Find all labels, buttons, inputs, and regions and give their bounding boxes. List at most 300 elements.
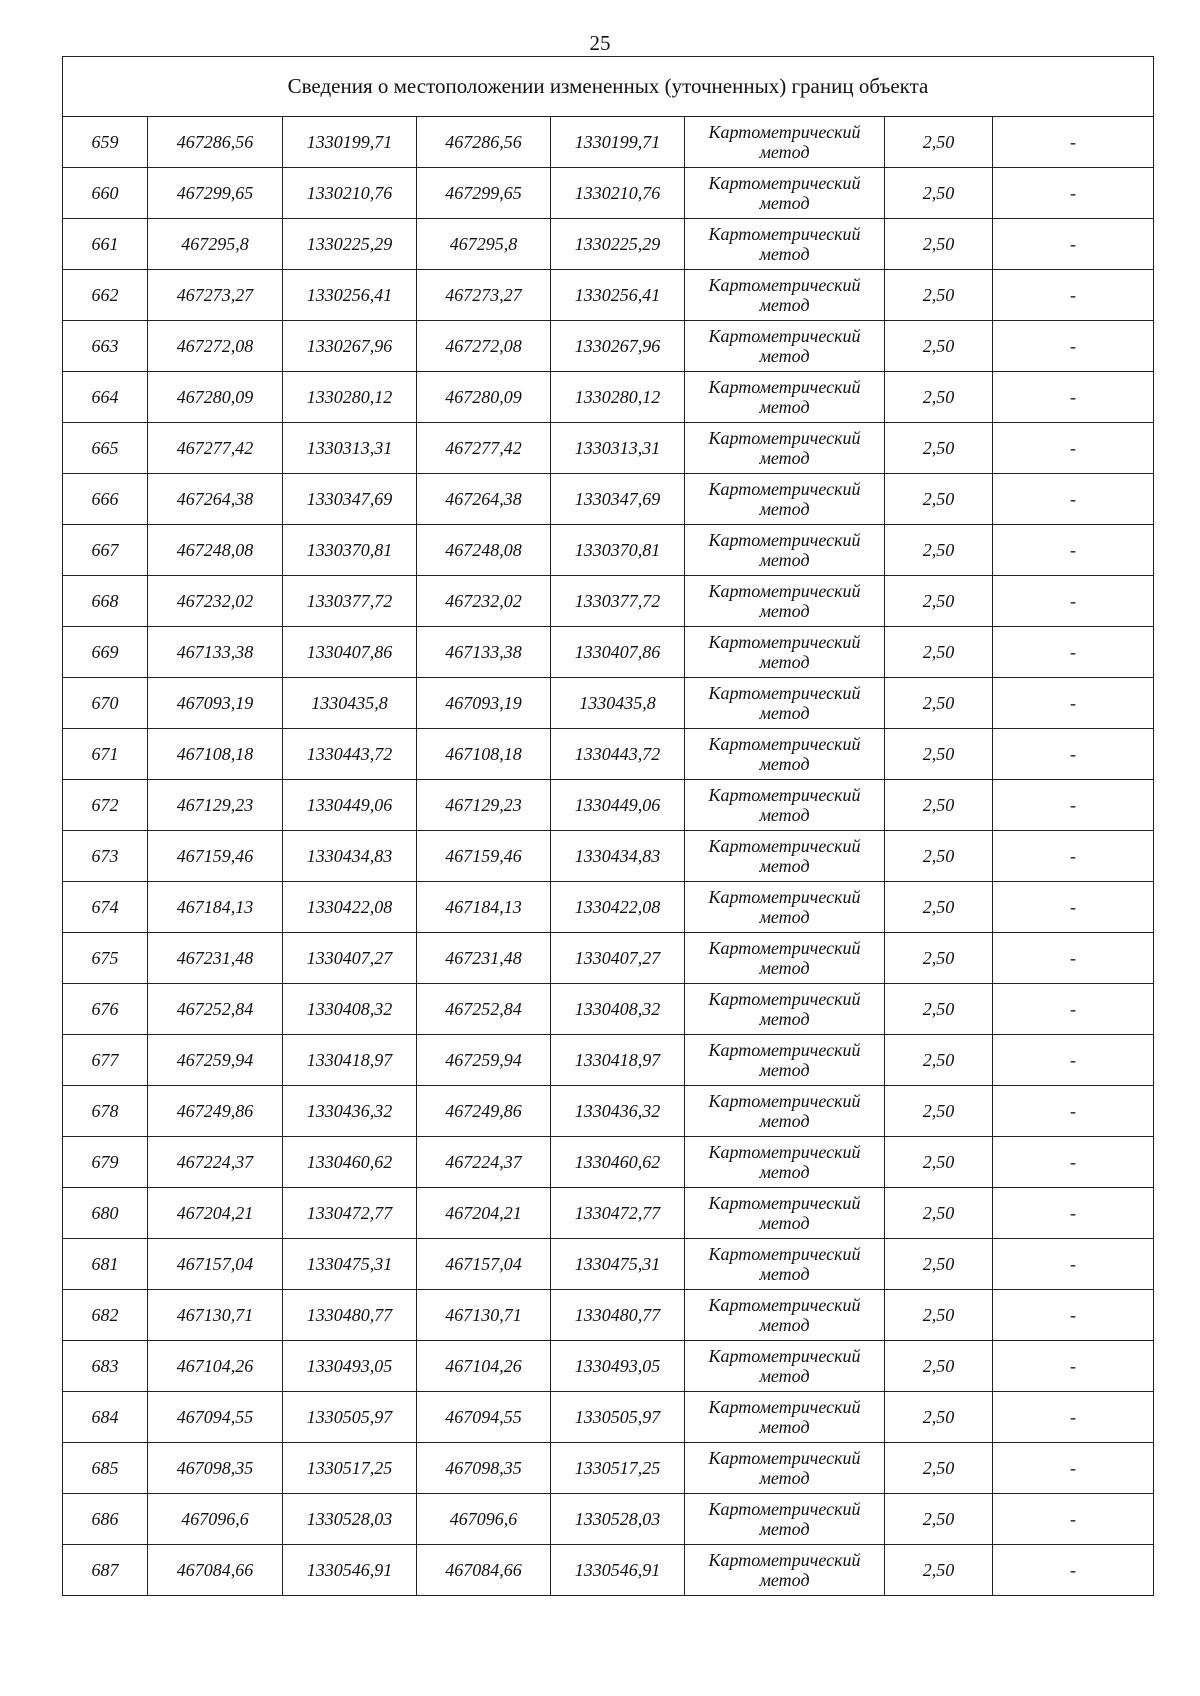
existing-y-cell: 1330449,06 bbox=[283, 780, 417, 831]
table-body bbox=[63, 117, 1154, 1596]
refined-y-cell: 1330210,76 bbox=[551, 168, 685, 219]
refined-y-cell: 1330199,71 bbox=[551, 117, 685, 168]
existing-x-cell: 467259,94 bbox=[148, 1035, 283, 1086]
existing-y-cell: 1330443,72 bbox=[283, 729, 417, 780]
method-line-2: метод bbox=[759, 448, 810, 468]
method-cell bbox=[685, 1545, 885, 1596]
existing-x-cell: 467098,35 bbox=[148, 1443, 283, 1494]
point-number-cell: 676 bbox=[63, 984, 148, 1035]
table-row bbox=[63, 117, 1154, 168]
method-line-2: метод bbox=[759, 1060, 810, 1080]
refined-y-cell: 1330435,8 bbox=[551, 678, 685, 729]
existing-y-cell: 1330408,32 bbox=[283, 984, 417, 1035]
existing-y-cell: 1330280,12 bbox=[283, 372, 417, 423]
method-line-1: Картометрический bbox=[708, 836, 861, 856]
existing-x-cell: 467133,38 bbox=[148, 627, 283, 678]
existing-y-cell: 1330210,76 bbox=[283, 168, 417, 219]
refined-x-cell: 467299,65 bbox=[417, 168, 551, 219]
refined-y-cell: 1330443,72 bbox=[551, 729, 685, 780]
method-cell bbox=[685, 729, 885, 780]
method-cell bbox=[685, 576, 885, 627]
boundary-table-container bbox=[62, 56, 1153, 1596]
note-cell: - bbox=[993, 1290, 1154, 1341]
refined-x-cell: 467259,94 bbox=[417, 1035, 551, 1086]
accuracy-cell: 2,50 bbox=[885, 1290, 993, 1341]
method-cell bbox=[685, 1137, 885, 1188]
accuracy-cell: 2,50 bbox=[885, 1137, 993, 1188]
table-row bbox=[63, 729, 1154, 780]
existing-y-cell: 1330475,31 bbox=[283, 1239, 417, 1290]
method-cell bbox=[685, 1290, 885, 1341]
refined-y-cell: 1330517,25 bbox=[551, 1443, 685, 1494]
existing-y-cell: 1330517,25 bbox=[283, 1443, 417, 1494]
table-row bbox=[63, 1086, 1154, 1137]
accuracy-cell: 2,50 bbox=[885, 831, 993, 882]
table-row bbox=[63, 1392, 1154, 1443]
refined-x-cell: 467104,26 bbox=[417, 1341, 551, 1392]
accuracy-cell: 2,50 bbox=[885, 1239, 993, 1290]
refined-y-cell: 1330546,91 bbox=[551, 1545, 685, 1596]
accuracy-cell: 2,50 bbox=[885, 576, 993, 627]
existing-x-cell: 467277,42 bbox=[148, 423, 283, 474]
existing-y-cell: 1330347,69 bbox=[283, 474, 417, 525]
method-line-1: Картометрический bbox=[708, 1448, 861, 1468]
existing-x-cell: 467157,04 bbox=[148, 1239, 283, 1290]
existing-x-cell: 467096,6 bbox=[148, 1494, 283, 1545]
refined-x-cell: 467264,38 bbox=[417, 474, 551, 525]
refined-x-cell: 467286,56 bbox=[417, 117, 551, 168]
note-cell: - bbox=[993, 1494, 1154, 1545]
refined-y-cell: 1330407,27 bbox=[551, 933, 685, 984]
refined-x-cell: 467084,66 bbox=[417, 1545, 551, 1596]
method-line-2: метод bbox=[759, 1009, 810, 1029]
method-line-2: метод bbox=[759, 601, 810, 621]
method-line-2: метод bbox=[759, 907, 810, 927]
refined-x-cell: 467130,71 bbox=[417, 1290, 551, 1341]
point-number-cell: 675 bbox=[63, 933, 148, 984]
refined-y-cell: 1330256,41 bbox=[551, 270, 685, 321]
refined-y-cell: 1330225,29 bbox=[551, 219, 685, 270]
method-line-1: Картометрический bbox=[708, 326, 861, 346]
note-cell: - bbox=[993, 831, 1154, 882]
accuracy-cell: 2,50 bbox=[885, 1545, 993, 1596]
method-cell bbox=[685, 219, 885, 270]
refined-x-cell: 467157,04 bbox=[417, 1239, 551, 1290]
point-number-cell: 687 bbox=[63, 1545, 148, 1596]
existing-x-cell: 467273,27 bbox=[148, 270, 283, 321]
existing-x-cell: 467272,08 bbox=[148, 321, 283, 372]
existing-x-cell: 467130,71 bbox=[148, 1290, 283, 1341]
existing-x-cell: 467248,08 bbox=[148, 525, 283, 576]
table-row bbox=[63, 984, 1154, 1035]
existing-y-cell: 1330422,08 bbox=[283, 882, 417, 933]
method-line-2: метод bbox=[759, 652, 810, 672]
note-cell: - bbox=[993, 576, 1154, 627]
method-line-2: метод bbox=[759, 1213, 810, 1233]
note-cell: - bbox=[993, 678, 1154, 729]
method-line-1: Картометрический bbox=[708, 632, 861, 652]
existing-y-cell: 1330199,71 bbox=[283, 117, 417, 168]
method-line-1: Картометрический bbox=[708, 428, 861, 448]
refined-y-cell: 1330460,62 bbox=[551, 1137, 685, 1188]
existing-x-cell: 467232,02 bbox=[148, 576, 283, 627]
method-line-1: Картометрический bbox=[708, 785, 861, 805]
refined-x-cell: 467129,23 bbox=[417, 780, 551, 831]
existing-x-cell: 467084,66 bbox=[148, 1545, 283, 1596]
refined-y-cell: 1330436,32 bbox=[551, 1086, 685, 1137]
existing-y-cell: 1330370,81 bbox=[283, 525, 417, 576]
table-row bbox=[63, 1341, 1154, 1392]
method-line-2: метод bbox=[759, 703, 810, 723]
refined-y-cell: 1330408,32 bbox=[551, 984, 685, 1035]
accuracy-cell: 2,50 bbox=[885, 219, 993, 270]
note-cell: - bbox=[993, 219, 1154, 270]
table-row bbox=[63, 1035, 1154, 1086]
method-line-1: Картометрический bbox=[708, 377, 861, 397]
point-number-cell: 672 bbox=[63, 780, 148, 831]
point-number-cell: 665 bbox=[63, 423, 148, 474]
method-line-1: Картометрический bbox=[708, 173, 861, 193]
existing-x-cell: 467264,38 bbox=[148, 474, 283, 525]
refined-x-cell: 467272,08 bbox=[417, 321, 551, 372]
accuracy-cell: 2,50 bbox=[885, 1035, 993, 1086]
method-cell bbox=[685, 780, 885, 831]
method-line-2: метод bbox=[759, 958, 810, 978]
point-number-cell: 659 bbox=[63, 117, 148, 168]
refined-x-cell: 467249,86 bbox=[417, 1086, 551, 1137]
refined-y-cell: 1330313,31 bbox=[551, 423, 685, 474]
accuracy-cell: 2,50 bbox=[885, 1392, 993, 1443]
table-row bbox=[63, 882, 1154, 933]
note-cell: - bbox=[993, 168, 1154, 219]
table-row bbox=[63, 780, 1154, 831]
point-number-cell: 683 bbox=[63, 1341, 148, 1392]
method-line-2: метод bbox=[759, 1162, 810, 1182]
method-cell bbox=[685, 1392, 885, 1443]
method-line-2: метод bbox=[759, 550, 810, 570]
note-cell: - bbox=[993, 882, 1154, 933]
method-cell bbox=[685, 1188, 885, 1239]
accuracy-cell: 2,50 bbox=[885, 525, 993, 576]
method-line-1: Картометрический bbox=[708, 122, 861, 142]
point-number-cell: 680 bbox=[63, 1188, 148, 1239]
existing-x-cell: 467093,19 bbox=[148, 678, 283, 729]
refined-x-cell: 467159,46 bbox=[417, 831, 551, 882]
table-row bbox=[63, 219, 1154, 270]
accuracy-cell: 2,50 bbox=[885, 627, 993, 678]
method-cell bbox=[685, 1086, 885, 1137]
method-line-1: Картометрический bbox=[708, 1244, 861, 1264]
method-line-2: метод bbox=[759, 1417, 810, 1437]
accuracy-cell: 2,50 bbox=[885, 1341, 993, 1392]
note-cell: - bbox=[993, 1341, 1154, 1392]
note-cell: - bbox=[993, 1188, 1154, 1239]
method-line-1: Картометрический bbox=[708, 479, 861, 499]
note-cell: - bbox=[993, 270, 1154, 321]
method-line-1: Картометрический bbox=[708, 1040, 861, 1060]
accuracy-cell: 2,50 bbox=[885, 1188, 993, 1239]
method-cell bbox=[685, 168, 885, 219]
note-cell: - bbox=[993, 1137, 1154, 1188]
existing-x-cell: 467104,26 bbox=[148, 1341, 283, 1392]
table-row bbox=[63, 627, 1154, 678]
refined-x-cell: 467252,84 bbox=[417, 984, 551, 1035]
accuracy-cell: 2,50 bbox=[885, 117, 993, 168]
existing-x-cell: 467295,8 bbox=[148, 219, 283, 270]
existing-x-cell: 467204,21 bbox=[148, 1188, 283, 1239]
point-number-cell: 686 bbox=[63, 1494, 148, 1545]
note-cell: - bbox=[993, 1392, 1154, 1443]
existing-x-cell: 467286,56 bbox=[148, 117, 283, 168]
refined-y-cell: 1330472,77 bbox=[551, 1188, 685, 1239]
table-row bbox=[63, 525, 1154, 576]
method-line-1: Картометрический bbox=[708, 1193, 861, 1213]
table-row bbox=[63, 423, 1154, 474]
method-line-2: метод bbox=[759, 1519, 810, 1539]
accuracy-cell: 2,50 bbox=[885, 474, 993, 525]
note-cell: - bbox=[993, 474, 1154, 525]
page-number: 25 bbox=[589, 31, 611, 55]
method-cell bbox=[685, 1443, 885, 1494]
accuracy-cell: 2,50 bbox=[885, 678, 993, 729]
accuracy-cell: 2,50 bbox=[885, 423, 993, 474]
note-cell: - bbox=[993, 933, 1154, 984]
method-line-2: метод bbox=[759, 805, 810, 825]
table-title: Сведения о местоположении измененных (уточненных) границ объекта bbox=[63, 57, 1154, 117]
point-number-cell: 674 bbox=[63, 882, 148, 933]
method-line-2: метод bbox=[759, 1570, 810, 1590]
existing-y-cell: 1330480,77 bbox=[283, 1290, 417, 1341]
note-cell: - bbox=[993, 372, 1154, 423]
accuracy-cell: 2,50 bbox=[885, 270, 993, 321]
note-cell: - bbox=[993, 321, 1154, 372]
method-line-2: метод bbox=[759, 346, 810, 366]
refined-y-cell: 1330475,31 bbox=[551, 1239, 685, 1290]
point-number-cell: 684 bbox=[63, 1392, 148, 1443]
point-number-cell: 685 bbox=[63, 1443, 148, 1494]
method-line-1: Картометрический bbox=[708, 224, 861, 244]
existing-y-cell: 1330418,97 bbox=[283, 1035, 417, 1086]
refined-x-cell: 467108,18 bbox=[417, 729, 551, 780]
accuracy-cell: 2,50 bbox=[885, 729, 993, 780]
method-line-2: метод bbox=[759, 193, 810, 213]
existing-y-cell: 1330256,41 bbox=[283, 270, 417, 321]
method-line-2: метод bbox=[759, 1111, 810, 1131]
method-line-1: Картометрический bbox=[708, 734, 861, 754]
method-line-2: метод bbox=[759, 499, 810, 519]
table-row bbox=[63, 1188, 1154, 1239]
refined-x-cell: 467248,08 bbox=[417, 525, 551, 576]
point-number-cell: 679 bbox=[63, 1137, 148, 1188]
refined-y-cell: 1330480,77 bbox=[551, 1290, 685, 1341]
refined-x-cell: 467231,48 bbox=[417, 933, 551, 984]
point-number-cell: 673 bbox=[63, 831, 148, 882]
method-line-2: метод bbox=[759, 295, 810, 315]
existing-y-cell: 1330267,96 bbox=[283, 321, 417, 372]
point-number-cell: 661 bbox=[63, 219, 148, 270]
accuracy-cell: 2,50 bbox=[885, 933, 993, 984]
method-cell bbox=[685, 423, 885, 474]
method-line-1: Картометрический bbox=[708, 1295, 861, 1315]
note-cell: - bbox=[993, 1239, 1154, 1290]
table-row bbox=[63, 474, 1154, 525]
existing-x-cell: 467252,84 bbox=[148, 984, 283, 1035]
point-number-cell: 666 bbox=[63, 474, 148, 525]
refined-x-cell: 467280,09 bbox=[417, 372, 551, 423]
accuracy-cell: 2,50 bbox=[885, 882, 993, 933]
method-line-1: Картометрический bbox=[708, 530, 861, 550]
method-line-1: Картометрический bbox=[708, 1346, 861, 1366]
method-cell bbox=[685, 321, 885, 372]
method-line-2: метод bbox=[759, 1264, 810, 1284]
refined-x-cell: 467133,38 bbox=[417, 627, 551, 678]
table-row bbox=[63, 270, 1154, 321]
existing-y-cell: 1330546,91 bbox=[283, 1545, 417, 1596]
existing-y-cell: 1330313,31 bbox=[283, 423, 417, 474]
table-row bbox=[63, 933, 1154, 984]
refined-y-cell: 1330347,69 bbox=[551, 474, 685, 525]
note-cell: - bbox=[993, 780, 1154, 831]
method-line-1: Картометрический bbox=[708, 275, 861, 295]
table-row bbox=[63, 576, 1154, 627]
point-number-cell: 682 bbox=[63, 1290, 148, 1341]
refined-x-cell: 467094,55 bbox=[417, 1392, 551, 1443]
method-line-1: Картометрический bbox=[708, 581, 861, 601]
existing-x-cell: 467184,13 bbox=[148, 882, 283, 933]
table-row bbox=[63, 372, 1154, 423]
point-number-cell: 678 bbox=[63, 1086, 148, 1137]
method-cell bbox=[685, 882, 885, 933]
refined-x-cell: 467096,6 bbox=[417, 1494, 551, 1545]
note-cell: - bbox=[993, 525, 1154, 576]
method-cell bbox=[685, 372, 885, 423]
point-number-cell: 671 bbox=[63, 729, 148, 780]
refined-x-cell: 467273,27 bbox=[417, 270, 551, 321]
refined-y-cell: 1330280,12 bbox=[551, 372, 685, 423]
refined-y-cell: 1330505,97 bbox=[551, 1392, 685, 1443]
table-row bbox=[63, 1494, 1154, 1545]
table-row bbox=[63, 1545, 1154, 1596]
method-line-2: метод bbox=[759, 244, 810, 264]
table-row bbox=[63, 1443, 1154, 1494]
refined-x-cell: 467093,19 bbox=[417, 678, 551, 729]
existing-x-cell: 467094,55 bbox=[148, 1392, 283, 1443]
existing-y-cell: 1330407,86 bbox=[283, 627, 417, 678]
existing-y-cell: 1330225,29 bbox=[283, 219, 417, 270]
method-line-2: метод bbox=[759, 397, 810, 417]
note-cell: - bbox=[993, 1086, 1154, 1137]
note-cell: - bbox=[993, 1545, 1154, 1596]
table-row bbox=[63, 321, 1154, 372]
refined-x-cell: 467277,42 bbox=[417, 423, 551, 474]
method-line-2: метод bbox=[759, 1468, 810, 1488]
method-cell bbox=[685, 474, 885, 525]
refined-x-cell: 467295,8 bbox=[417, 219, 551, 270]
refined-y-cell: 1330449,06 bbox=[551, 780, 685, 831]
method-cell bbox=[685, 627, 885, 678]
point-number-cell: 670 bbox=[63, 678, 148, 729]
accuracy-cell: 2,50 bbox=[885, 984, 993, 1035]
note-cell: - bbox=[993, 423, 1154, 474]
method-cell bbox=[685, 117, 885, 168]
method-line-2: метод bbox=[759, 1315, 810, 1335]
existing-x-cell: 467108,18 bbox=[148, 729, 283, 780]
existing-x-cell: 467129,23 bbox=[148, 780, 283, 831]
existing-y-cell: 1330493,05 bbox=[283, 1341, 417, 1392]
point-number-cell: 660 bbox=[63, 168, 148, 219]
table-row bbox=[63, 1239, 1154, 1290]
refined-x-cell: 467204,21 bbox=[417, 1188, 551, 1239]
point-number-cell: 677 bbox=[63, 1035, 148, 1086]
point-number-cell: 662 bbox=[63, 270, 148, 321]
method-line-1: Картометрический bbox=[708, 1142, 861, 1162]
existing-y-cell: 1330377,72 bbox=[283, 576, 417, 627]
note-cell: - bbox=[993, 627, 1154, 678]
method-cell bbox=[685, 831, 885, 882]
point-number-cell: 663 bbox=[63, 321, 148, 372]
accuracy-cell: 2,50 bbox=[885, 1443, 993, 1494]
method-cell bbox=[685, 270, 885, 321]
refined-y-cell: 1330370,81 bbox=[551, 525, 685, 576]
table-row bbox=[63, 1137, 1154, 1188]
boundary-coordinates-table bbox=[62, 56, 1154, 1596]
existing-x-cell: 467159,46 bbox=[148, 831, 283, 882]
refined-y-cell: 1330267,96 bbox=[551, 321, 685, 372]
accuracy-cell: 2,50 bbox=[885, 1086, 993, 1137]
existing-y-cell: 1330436,32 bbox=[283, 1086, 417, 1137]
point-number-cell: 664 bbox=[63, 372, 148, 423]
method-line-1: Картометрический bbox=[708, 989, 861, 1009]
refined-x-cell: 467224,37 bbox=[417, 1137, 551, 1188]
method-cell bbox=[685, 1494, 885, 1545]
existing-y-cell: 1330407,27 bbox=[283, 933, 417, 984]
note-cell: - bbox=[993, 1035, 1154, 1086]
refined-y-cell: 1330493,05 bbox=[551, 1341, 685, 1392]
point-number-cell: 667 bbox=[63, 525, 148, 576]
method-line-2: метод bbox=[759, 754, 810, 774]
existing-x-cell: 467224,37 bbox=[148, 1137, 283, 1188]
note-cell: - bbox=[993, 117, 1154, 168]
refined-x-cell: 467184,13 bbox=[417, 882, 551, 933]
existing-x-cell: 467280,09 bbox=[148, 372, 283, 423]
refined-y-cell: 1330407,86 bbox=[551, 627, 685, 678]
accuracy-cell: 2,50 bbox=[885, 372, 993, 423]
note-cell: - bbox=[993, 729, 1154, 780]
method-cell bbox=[685, 984, 885, 1035]
refined-y-cell: 1330434,83 bbox=[551, 831, 685, 882]
existing-y-cell: 1330434,83 bbox=[283, 831, 417, 882]
accuracy-cell: 2,50 bbox=[885, 168, 993, 219]
accuracy-cell: 2,50 bbox=[885, 1494, 993, 1545]
existing-y-cell: 1330460,62 bbox=[283, 1137, 417, 1188]
method-cell bbox=[685, 678, 885, 729]
point-number-cell: 668 bbox=[63, 576, 148, 627]
refined-y-cell: 1330377,72 bbox=[551, 576, 685, 627]
note-cell: - bbox=[993, 1443, 1154, 1494]
method-cell bbox=[685, 525, 885, 576]
method-cell bbox=[685, 1341, 885, 1392]
method-cell bbox=[685, 1239, 885, 1290]
accuracy-cell: 2,50 bbox=[885, 321, 993, 372]
method-cell bbox=[685, 933, 885, 984]
method-line-1: Картометрический bbox=[708, 1091, 861, 1111]
method-line-2: метод bbox=[759, 1366, 810, 1386]
existing-y-cell: 1330472,77 bbox=[283, 1188, 417, 1239]
existing-x-cell: 467231,48 bbox=[148, 933, 283, 984]
method-line-2: метод bbox=[759, 142, 810, 162]
method-line-1: Картометрический bbox=[708, 938, 861, 958]
refined-y-cell: 1330422,08 bbox=[551, 882, 685, 933]
